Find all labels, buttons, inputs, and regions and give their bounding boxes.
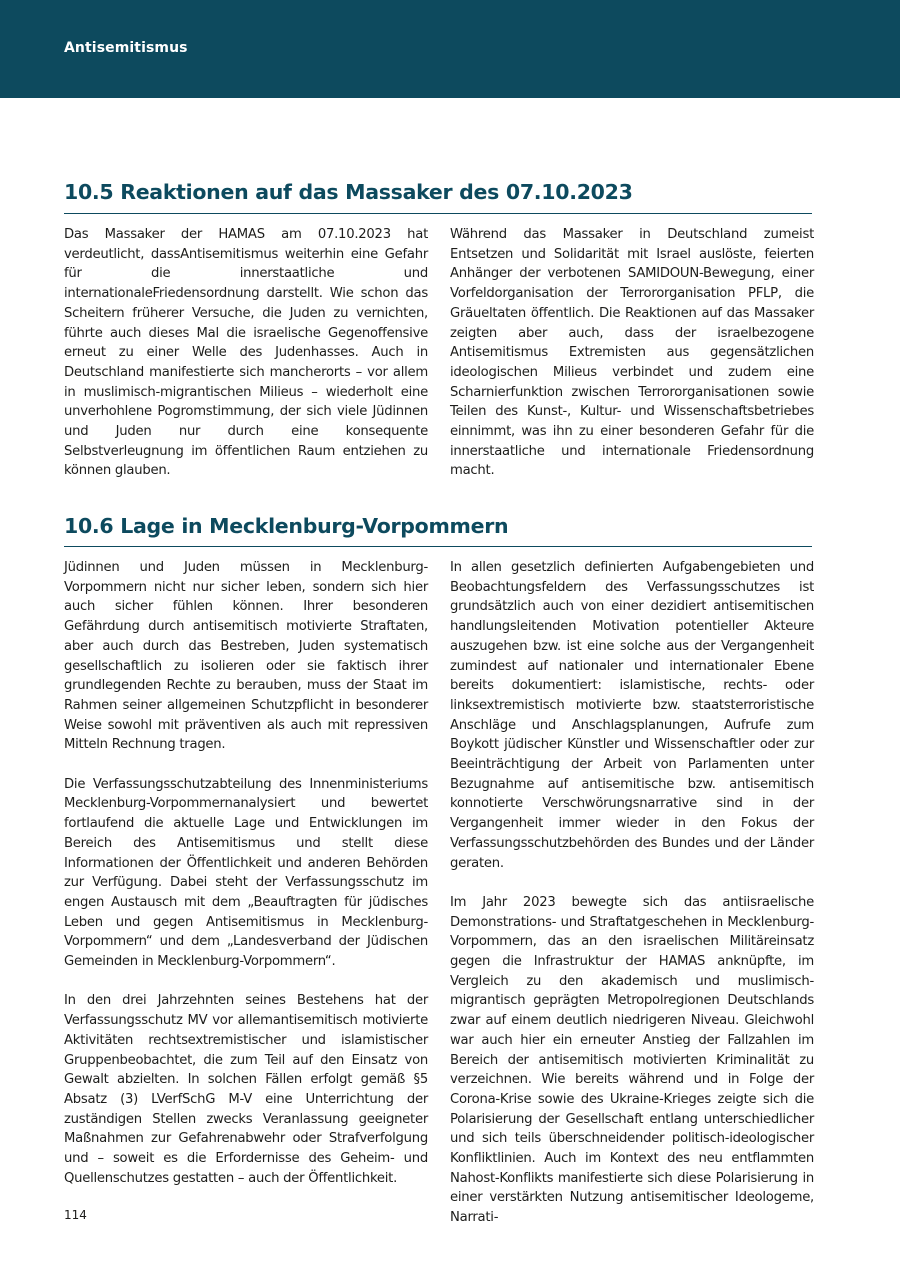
paragraph: Das Massaker der HAMAS am 07.10.2023 hat verdeutlicht, dassAntisemitismus weiterhin eine Gefahr für die innerstaatliche und internationaleFriedensordnung darstellt. Wie schon das Scheitern früherer Versuche, die Juden zu vernichten, führte auch dieses Mal die israelische Gegenoffensive erneut zu einer Welle des Judenhasses. Auch in Deutschland manifestierte sich mancherorts – vor allem in muslimisch-migrantischen Milieus – wiederholt eine unverhohlene Pogromstimmung, der sich viele Jüdinnen und Juden nur durch eine konsequente Selbstverleugnung im öffentlichen Raum entziehen zu können glauben. <box>64 227 428 479</box>
paragraph: Im Jahr 2023 bewegte sich das antiisraelische Demonstrations- und Straftatgeschehen in Mecklenburg-Vorpommern, das an den israelischen Militäreinsatz gegen die Infrastruktur der HAMAS anknüpfte, im Vergleich zu den akademisch und muslimisch-migrantisch geprägten Metropolregionen Deutschlands zwar auf einem deutlich niedrigeren Niveau. Gleichwohl war auch hier ein erneuter Anstieg der Fallzahlen im Bereich der antisemitisch motivierten Kriminalität zu verzeichnen. Wie bereits während und in Folge der Corona-Krise sowie des Ukraine-Krieges zeigte sich die Polarisierung der Gesellschaft entlang unterschiedlicher und sich teils überschneidender politisch-ideologischer Konfliktlinien. Auch im Kontext des neu entflammten Nahost-Konflikts manifestierte sich diese Polarisierung in einer verstärkten Nutzung antisemitischer Ideologeme, Narrati- <box>450 894 814 1226</box>
paragraph: Während das Massaker in Deutschland zumeist Entsetzen und Solidarität mit Israel auslöste, feierten Anhänger der verbotenen SAMIDOUN-Bewegung, einer Vorfeldorganisation der Terrororganisation PFLP, die Gräueltaten öffentlich. Die Reaktionen auf das Massaker zeigten aber auch, dass der israelbezogene Antisemitismus Extremisten aus gegensätzlichen ideologischen Milieus verbindet und zudem eine Scharnierfunktion zwischen Terrororganisationen sowie Teilen des Kunst-, Kultur- und Wissenschaftsbetriebes einnimmt, was ihn zu einer besonderen Gefahr für die innerstaatliche und internationale Friedensordnung macht. <box>450 227 814 479</box>
section-rule-10-5 <box>64 213 812 214</box>
paragraph: In den drei Jahrzehnten seines Bestehens hat der Verfassungsschutz MV vor allemantisemitisch motivierte Aktivitäten rechtsextremistischer und islamistischer Gruppenbeobachtet, die zum Teil auf den Einsatz von Gewalt abzielten. In solchen Fällen erfolgt gemäß §5 Absatz (3) LVerfSchG M-V eine Unterrichtung der zuständigen Stellen zwecks Veranlassung geeigneter Maßnahmen zur Gefahrenabwehr oder Strafverfolgung und – soweit es die Erfordernisse des Geheim- und Quellenschutzes gestatten – auch der Öffentlichkeit. <box>64 993 428 1186</box>
paragraph: Jüdinnen und Juden müssen in Mecklenburg-Vorpommern nicht nur sicher leben, sondern sich hier auch sicher fühlen können. Ihrer besonderen Gefährdung durch antisemitisch motivierte Straftaten, aber auch durch das Bestreben, Juden systematisch gesellschaftlich zu isolieren oder sie faktisch ihrer grundlegenden Rechte zu berauben, muss der Staat im Rahmen seiner allgemeinen Schutzpflicht in besonderer Weise sowohl mit präventiven als auch mit repressiven Mitteln Rechnung tragen. <box>64 560 428 753</box>
section-heading-10-5: 10.5 Reaktionen auf das Massaker des 07.10.2023 <box>64 180 633 204</box>
page-number: 114 <box>64 1208 87 1222</box>
paragraph: In allen gesetzlich definierten Aufgabengebieten und Beobachtungsfeldern des Verfassungsschutzes ist grundsätzlich auch von einer dezidiert antisemitischen handlungsleitenden Motivation potentieller Akteure auszugehen bzw. ist eine solche aus der Vergangenheit zumindest auf nationaler und internationaler Ebene bereits dokumentiert: islamistische, rechts- oder linksextremistisch motivierte bzw. staatsterroristische Anschläge und Anschlagsplanungen, Aufrufe zum Boykott jüdischer Künstler und Wissenschaftler oder zur Beeinträchtigung der Arbeit von Parlamenten unter Bezugnahme auf antisemitische bzw. antisemitisch konnotierte Verschwörungsnarrative sind in der Vergangenheit immer wieder in den Fokus der Verfassungsschutzbehörden des Bundes und der Länder geraten. <box>450 560 814 871</box>
running-header-title: Antisemitismus <box>64 40 188 56</box>
section-10-6-left-column <box>64 558 428 1188</box>
section-rule-10-6 <box>64 546 812 547</box>
header-bar <box>0 0 900 98</box>
section-heading-10-6: 10.6 Lage in Mecklenburg-Vorpommern <box>64 514 509 538</box>
section-10-5-right-column <box>450 225 814 481</box>
section-10-5-left-column <box>64 225 428 481</box>
paragraph: Die Verfassungsschutzabteilung des Innenministeriums Mecklenburg-Vorpommernanalysiert und bewertet fortlaufend die aktuelle Lage und Entwicklungen im Bereich des Antisemitismus und stellt diese Informationen der Öffentlichkeit und anderen Behörden zur Verfügung. Dabei steht der Verfassungsschutz im engen Austausch mit dem „Beauftragten für jüdisches Leben und gegen Antisemitismus in Mecklenburg-Vorpommern“ und dem „Landesverband der Jüdischen Gemeinden in Mecklenburg-Vorpommern“. <box>64 776 428 970</box>
section-10-6-right-column <box>450 558 814 1228</box>
